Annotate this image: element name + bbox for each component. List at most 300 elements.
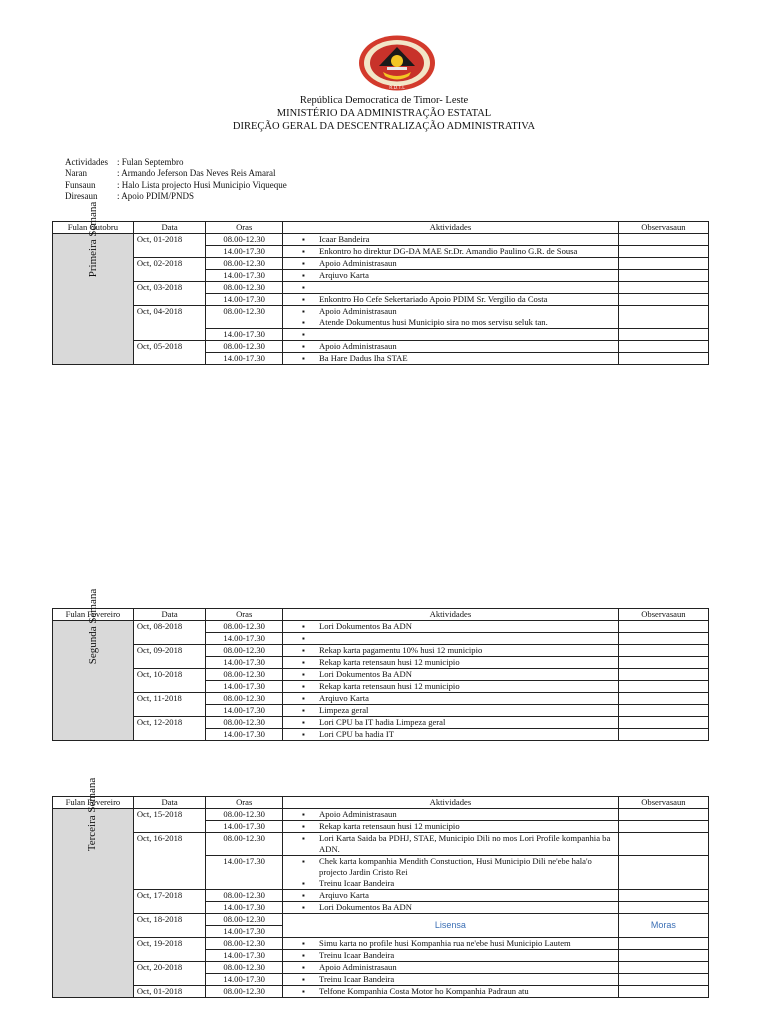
time-cell: 08.00-12.30	[206, 809, 283, 821]
bullet-icon: ▪	[302, 730, 305, 739]
bullet-icon: ▪	[302, 295, 305, 304]
table-row	[53, 821, 709, 833]
date-cell	[133, 974, 206, 986]
info-value: : Halo Lista projecto Husi Municipio Viqueque	[117, 179, 287, 190]
activity-item	[286, 729, 615, 740]
col-month: Fulan Fevereiro	[53, 609, 134, 621]
activity-item	[286, 986, 615, 997]
date-cell	[133, 329, 206, 341]
table-row	[53, 717, 709, 729]
license-label: Lisensa	[434, 920, 466, 930]
header-country: República Democratica de Timor- Leste	[299, 95, 469, 106]
time-cell: 14.00-17.30	[206, 657, 283, 669]
activity-text: Simu karta no profile husi Kompanhia rua ne'ebe husi Municipio Lautem	[319, 938, 571, 948]
activity-item	[286, 353, 615, 364]
observation-cell	[618, 693, 708, 705]
bullet-icon: ▪	[302, 891, 305, 900]
observation-cell	[618, 246, 708, 258]
info-row	[65, 191, 287, 202]
activity-item	[286, 329, 615, 340]
activity-text	[319, 329, 615, 340]
activity-cell	[283, 258, 619, 270]
activity-item	[286, 809, 615, 820]
observation-cell	[618, 234, 708, 246]
activity-text	[319, 282, 615, 293]
activity-cell	[283, 633, 619, 645]
date-cell	[133, 926, 206, 938]
time-cell: 14.00-17.30	[206, 633, 283, 645]
time-cell: 08.00-12.30	[206, 258, 283, 270]
activity-cell	[283, 341, 619, 353]
activity-cell	[283, 821, 619, 833]
table-row	[53, 657, 709, 669]
date-cell: Oct, 01-2018	[133, 986, 206, 998]
activity-item	[286, 282, 615, 293]
observation-cell	[618, 902, 708, 914]
bullet-icon: ▪	[302, 718, 305, 727]
activity-cell	[283, 282, 619, 294]
date-cell: Oct, 15-2018	[133, 809, 206, 821]
info-row	[65, 157, 287, 168]
observation-cell	[618, 645, 708, 657]
date-cell: Oct, 03-2018	[133, 282, 206, 294]
activity-text: Arqiuvo Karta	[319, 890, 369, 900]
bullet-icon: ▪	[302, 951, 305, 960]
activity-text: Lori CPU ba hadia IT	[319, 729, 394, 739]
table-row	[53, 809, 709, 821]
table-row	[53, 914, 709, 926]
bullet-icon: ▪	[302, 318, 305, 327]
col-time: Oras	[206, 609, 283, 621]
date-cell	[133, 633, 206, 645]
activity-item	[286, 890, 615, 901]
sick-label: Moras	[650, 920, 676, 930]
activity-text: Limpeza geral	[319, 705, 369, 715]
activity-item	[286, 234, 615, 245]
observation-cell	[618, 809, 708, 821]
activity-text: Lori Dokumentos Ba ADN	[319, 669, 412, 679]
col-date: Data	[133, 609, 206, 621]
table-row	[53, 962, 709, 974]
activity-cell	[283, 657, 619, 669]
table-row	[53, 902, 709, 914]
activity-item	[286, 705, 615, 716]
time-cell: 08.00-12.30	[206, 234, 283, 246]
schedule-table-week-2	[52, 588, 709, 741]
activity-text: Chek karta kompanhia Mendith Constuction, Husi Municipio Dili ne'ebe hala'o projecto Jardin Cristo Rei	[319, 856, 592, 877]
activity-cell	[283, 621, 619, 633]
table-row	[53, 633, 709, 645]
bullet-icon: ▪	[302, 342, 305, 351]
table-row	[53, 693, 709, 705]
activity-text: Apoio Administrasaun	[319, 258, 397, 268]
date-cell	[133, 902, 206, 914]
bullet-icon: ▪	[302, 706, 305, 715]
activity-cell	[283, 938, 619, 950]
info-value: : Apoio PDIM/PNDS	[117, 190, 195, 201]
info-key: Naran	[65, 168, 87, 179]
activity-item	[286, 669, 615, 680]
activity-cell	[283, 246, 619, 258]
observation-cell	[618, 821, 708, 833]
activity-text: Apoio Administrasaun	[319, 809, 397, 819]
date-cell: Oct, 08-2018	[133, 621, 206, 633]
activity-cell	[283, 974, 619, 986]
date-cell: Oct, 05-2018	[133, 341, 206, 353]
activity-text: Lori Karta Saida ba PDHJ, STAE, Municipio Dili no mos Lori Profile kompanhia ba ADN.	[319, 833, 611, 854]
bullet-icon: ▪	[302, 903, 305, 912]
observation-cell	[618, 890, 708, 902]
date-cell: Oct, 12-2018	[133, 717, 206, 729]
bullet-icon: ▪	[302, 810, 305, 819]
table-row	[53, 974, 709, 986]
observation-cell	[618, 986, 708, 998]
date-cell	[133, 856, 206, 890]
observation-cell	[618, 270, 708, 282]
time-cell: 14.00-17.30	[206, 353, 283, 365]
activity-cell	[283, 234, 619, 246]
observation-cell	[618, 669, 708, 681]
date-cell: Oct, 16-2018	[133, 833, 206, 856]
time-cell: 08.00-12.30	[206, 914, 283, 926]
table-row	[53, 282, 709, 294]
table-row	[53, 353, 709, 365]
info-value: : Armando Jeferson Das Neves Reis Amaral	[117, 168, 276, 179]
observation-cell	[618, 717, 708, 729]
table-row	[53, 833, 709, 856]
time-cell: 08.00-12.30	[206, 890, 283, 902]
activity-cell	[283, 306, 619, 329]
observation-cell	[618, 705, 708, 717]
bullet-icon: ▪	[302, 694, 305, 703]
activity-text: Rekap karta retensaun husi 12 municipio	[319, 681, 460, 691]
activity-item	[286, 878, 615, 889]
info-value: : Fulan Septembro	[117, 157, 184, 167]
activity-item	[286, 294, 615, 305]
activity-item	[286, 717, 615, 728]
col-activities: Aktividades	[283, 609, 619, 621]
table-row	[53, 621, 709, 633]
activity-text: Treinu Icaar Bandeira	[319, 878, 395, 888]
activity-item	[286, 902, 615, 913]
activity-cell	[283, 890, 619, 902]
activity-cell	[283, 950, 619, 962]
table-row	[53, 669, 709, 681]
activity-text: Enkontro Ho Cefe Sekertariado Apoio PDIM Sr. Vergilio da Costa	[319, 294, 548, 304]
time-cell: 14.00-17.30	[206, 246, 283, 258]
activity-item	[286, 633, 615, 644]
activity-item	[286, 341, 615, 352]
activity-item	[286, 621, 615, 632]
date-cell: Oct, 04-2018	[133, 306, 206, 329]
activity-cell	[283, 353, 619, 365]
bullet-icon: ▪	[302, 822, 305, 831]
col-time: Oras	[206, 797, 283, 809]
activity-text: Enkontro ho direktur DG-DA MAE Sr.Dr. Amandio Paulino G.R. de Sousa	[319, 246, 578, 256]
table-row	[53, 938, 709, 950]
time-cell: 08.00-12.30	[206, 341, 283, 353]
activity-cell	[283, 705, 619, 717]
table-row	[53, 645, 709, 657]
col-observations: Observasaun	[618, 797, 708, 809]
header-ministry: MINISTÉRIO DA ADMINISTRAÇÃO ESTATAL	[276, 108, 492, 119]
time-cell: 14.00-17.30	[206, 294, 283, 306]
date-cell	[133, 821, 206, 833]
activity-item	[286, 938, 615, 949]
date-cell: Oct, 18-2018	[133, 914, 206, 926]
bullet-icon: ▪	[302, 963, 305, 972]
week-label: Terceira Semana	[86, 777, 99, 852]
activity-cell	[283, 729, 619, 741]
activity-cell	[283, 986, 619, 998]
table-row	[53, 258, 709, 270]
bullet-icon: ▪	[302, 354, 305, 363]
activity-item	[286, 246, 615, 257]
activity-text: Lori Dokumentos Ba ADN	[319, 621, 412, 631]
time-cell: 14.00-17.30	[206, 902, 283, 914]
table-row	[53, 681, 709, 693]
activity-cell	[283, 645, 619, 657]
activity-text: Rekap karta retensaun husi 12 municipio	[319, 821, 460, 831]
time-cell: 14.00-17.30	[206, 681, 283, 693]
observation-cell	[618, 729, 708, 741]
time-cell: 14.00-17.30	[206, 856, 283, 890]
activity-cell	[283, 856, 619, 890]
observation-cell	[618, 258, 708, 270]
activity-item	[286, 681, 615, 692]
bullet-icon: ▪	[302, 834, 305, 843]
schedule-table-week-3	[52, 777, 709, 998]
time-cell: 08.00-12.30	[206, 693, 283, 705]
info-row	[65, 168, 287, 179]
activity-text: Apoio Administrasaun	[319, 962, 397, 972]
bullet-icon: ▪	[302, 247, 305, 256]
observation-cell	[618, 833, 708, 856]
activity-item	[286, 950, 615, 961]
activity-text: Treinu Icaar Bandeira	[319, 974, 395, 984]
date-cell	[133, 270, 206, 282]
activity-text: Apoio Administrasaun	[319, 306, 397, 316]
activity-item	[286, 821, 615, 832]
observation-cell	[618, 353, 708, 365]
time-cell: 08.00-12.30	[206, 306, 283, 329]
time-cell: 08.00-12.30	[206, 938, 283, 950]
bullet-icon: ▪	[302, 646, 305, 655]
week-label: Primeira Semana	[87, 201, 100, 278]
time-cell: 08.00-12.30	[206, 282, 283, 294]
activity-cell	[283, 693, 619, 705]
activity-text	[319, 633, 615, 644]
date-cell: Oct, 10-2018	[133, 669, 206, 681]
document-header	[0, 94, 768, 133]
activity-text: Ba Hare Dadus Iha STAE	[319, 353, 408, 363]
activity-cell	[283, 809, 619, 821]
table-row	[53, 270, 709, 282]
col-month: Fulan Fevereiro	[53, 797, 134, 809]
info-row	[65, 180, 287, 191]
bullet-icon: ▪	[302, 682, 305, 691]
date-cell	[133, 657, 206, 669]
observation-cell	[618, 621, 708, 633]
observation-cell	[618, 950, 708, 962]
date-cell: Oct, 11-2018	[133, 693, 206, 705]
activity-item	[286, 974, 615, 985]
activity-item	[286, 693, 615, 704]
col-activities: Aktividades	[283, 797, 619, 809]
time-cell: 08.00-12.30	[206, 717, 283, 729]
activity-item	[286, 962, 615, 973]
activity-text: Rekap karta retensaun husi 12 municipio	[319, 657, 460, 667]
time-cell: 08.00-12.30	[206, 621, 283, 633]
activity-cell	[283, 681, 619, 693]
col-observations: Observasaun	[618, 609, 708, 621]
table-row	[53, 341, 709, 353]
time-cell: 14.00-17.30	[206, 329, 283, 341]
table-row	[53, 306, 709, 329]
date-cell: Oct, 01-2018	[133, 234, 206, 246]
activity-text: Arqiuvo Karta	[319, 693, 369, 703]
observation-cell	[618, 294, 708, 306]
activity-item	[286, 657, 615, 668]
info-key: Actividades	[65, 157, 108, 167]
bullet-icon: ▪	[302, 235, 305, 244]
bullet-icon: ▪	[302, 271, 305, 280]
bullet-icon: ▪	[302, 634, 305, 643]
info-block	[65, 157, 287, 202]
time-cell: 08.00-12.30	[206, 645, 283, 657]
schedule-table-week-1	[52, 201, 709, 365]
date-cell	[133, 353, 206, 365]
date-cell: Oct, 17-2018	[133, 890, 206, 902]
table-row	[53, 729, 709, 741]
time-cell: 14.00-17.30	[206, 821, 283, 833]
date-cell	[133, 729, 206, 741]
bullet-icon: ▪	[302, 330, 305, 339]
time-cell: 08.00-12.30	[206, 833, 283, 856]
bullet-icon: ▪	[302, 975, 305, 984]
header-directorate: DIREÇÃO GERAL DA DESCENTRALIZAÇÃO ADMINISTRATIVA	[232, 121, 536, 132]
observation-cell	[618, 329, 708, 341]
col-date: Data	[133, 222, 206, 234]
table-row	[53, 890, 709, 902]
col-date: Data	[133, 797, 206, 809]
table-row	[53, 294, 709, 306]
bullet-icon: ▪	[302, 259, 305, 268]
time-cell: 08.00-12.30	[206, 962, 283, 974]
activity-text: Lori CPU ba IT hadia Limpeza geral	[319, 717, 446, 727]
activity-item	[286, 258, 615, 269]
bullet-icon: ▪	[302, 283, 305, 292]
table-row	[53, 950, 709, 962]
svg-text:R.D.T.L: R.D.T.L	[389, 86, 405, 91]
activity-text: Telfone Kompanhia Costa Motor ho Kompanhia Padraun atu	[319, 986, 529, 996]
activity-text: Apoio Administrasaun	[319, 341, 397, 351]
observation-cell	[618, 306, 708, 329]
activity-item	[286, 833, 615, 855]
activity-text: Atende Dokumentus husi Municipio sira no mos servisu seluk tan.	[319, 317, 548, 327]
activity-cell	[283, 902, 619, 914]
bullet-icon: ▪	[302, 857, 305, 866]
bullet-icon: ▪	[302, 658, 305, 667]
observation-cell	[618, 282, 708, 294]
activity-text: Treinu Icaar Bandeira	[319, 950, 395, 960]
activity-item	[286, 270, 615, 281]
activity-text: Rekap karta pagamentu 10% husi 12 municipio	[319, 645, 483, 655]
activity-item	[286, 306, 615, 317]
date-cell: Oct, 09-2018	[133, 645, 206, 657]
observation-cell	[618, 974, 708, 986]
activity-item	[286, 317, 615, 328]
time-cell: 14.00-17.30	[206, 270, 283, 282]
info-key: Diresaun	[65, 190, 98, 201]
bullet-icon: ▪	[302, 622, 305, 631]
table-row	[53, 986, 709, 998]
observation-cell	[618, 962, 708, 974]
bullet-icon: ▪	[302, 879, 305, 888]
activity-item	[286, 856, 615, 878]
observation-cell	[618, 856, 708, 890]
activity-text: Lori Dokumentos Ba ADN	[319, 902, 412, 912]
activity-item	[286, 645, 615, 656]
date-cell	[133, 681, 206, 693]
date-cell: Oct, 02-2018	[133, 258, 206, 270]
table-row	[53, 856, 709, 890]
activity-cell	[283, 717, 619, 729]
time-cell: 14.00-17.30	[206, 926, 283, 938]
activity-text: Icaar Bandeira	[319, 234, 370, 244]
activity-cell	[283, 294, 619, 306]
activity-cell	[283, 833, 619, 856]
table-row	[53, 234, 709, 246]
info-key: Funsaun	[65, 179, 96, 190]
activity-text: Arqiuvo Karta	[319, 270, 369, 280]
time-cell: 08.00-12.30	[206, 986, 283, 998]
time-cell: 14.00-17.30	[206, 729, 283, 741]
observation-cell	[618, 681, 708, 693]
time-cell: 14.00-17.30	[206, 705, 283, 717]
date-cell: Oct, 19-2018	[133, 938, 206, 950]
activity-cell	[283, 329, 619, 341]
col-month: Fulan Outobru	[53, 222, 134, 234]
time-cell: 14.00-17.30	[206, 950, 283, 962]
observation-cell	[618, 633, 708, 645]
observation-cell	[618, 938, 708, 950]
time-cell: 14.00-17.30	[206, 974, 283, 986]
date-cell	[133, 246, 206, 258]
col-observations: Observasaun	[618, 222, 708, 234]
bullet-icon: ▪	[302, 939, 305, 948]
observation-cell	[618, 341, 708, 353]
bullet-icon: ▪	[302, 987, 305, 996]
date-cell: Oct, 20-2018	[133, 962, 206, 974]
bullet-icon: ▪	[302, 670, 305, 679]
table-row	[53, 705, 709, 717]
bullet-icon: ▪	[302, 307, 305, 316]
date-cell	[133, 294, 206, 306]
activity-cell	[283, 914, 619, 938]
table-row	[53, 329, 709, 341]
observation-cell	[618, 914, 708, 938]
table-row	[53, 246, 709, 258]
national-seal-icon	[357, 34, 437, 92]
col-time: Oras	[206, 222, 283, 234]
observation-cell	[618, 657, 708, 669]
week-label: Segunda Semana	[87, 588, 100, 665]
date-cell	[133, 705, 206, 717]
activity-cell	[283, 962, 619, 974]
activity-cell	[283, 669, 619, 681]
col-activities: Aktividades	[283, 222, 619, 234]
